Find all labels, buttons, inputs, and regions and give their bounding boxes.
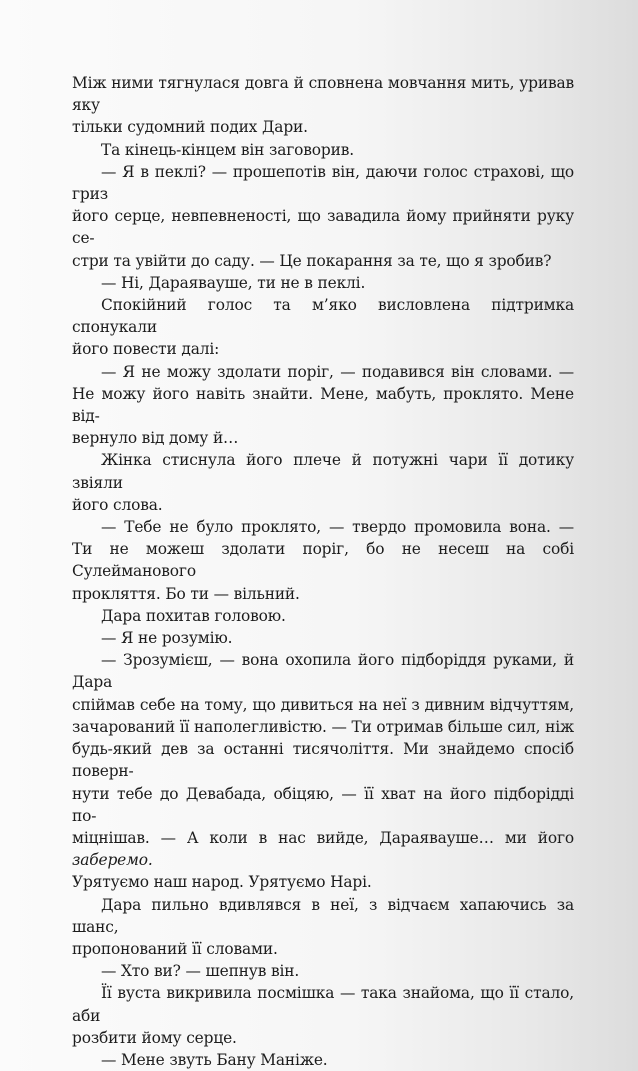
paragraph [72, 605, 574, 627]
text-line: зачарований її наполегливістю. — Ти отримав більше сил, ніж [72, 717, 575, 736]
text-line: пропонований її словами. [72, 939, 278, 958]
paragraph [72, 982, 574, 1049]
text-line: вернуло від дому й… [72, 429, 239, 448]
text-line-start: міцнішав. — А коли в нас вийде, Дараявауше… ми його [72, 828, 574, 847]
text-line: Між ними тягнулася довга й сповнена мовчання мить, уривав яку [72, 74, 574, 115]
text-line: — Зрозумієш, — вона охопила його підборіддя руками, й Дара [72, 651, 574, 692]
text-line: його повести далі: [72, 340, 220, 359]
text-line: — Хто ви? — шепнув він. [101, 962, 300, 981]
text-line: — Мене звуть Бану Маніже. [101, 1050, 328, 1069]
text-line: його серце, невпевненості, що завадила йому прийняти руку се- [72, 207, 574, 248]
text-line: тільки судомний подих Дари. [72, 118, 308, 137]
page-text [72, 72, 574, 1071]
text-line: Дара похитав головою. [101, 606, 286, 625]
text-line: Та кінець-кінцем він заговорив. [101, 140, 354, 159]
text-line: Ти не можеш здолати поріг, бо не несеш на собі Сулейманового [72, 540, 574, 581]
italic-word: заберемо. [72, 851, 153, 870]
text-line: його слова. [72, 495, 163, 514]
text-line: Спокійний голос та м’яко висловлена підтримка спонукали [72, 296, 574, 337]
text-line: Дара пильно вдивлявся в неї, з відчаєм хапаючись за шанс, [72, 895, 574, 936]
text-line: — Я не можу здолати поріг, — подавився він словами. — [101, 362, 574, 381]
paragraph [72, 361, 574, 450]
text-line: Не можу його навіть знайти. Мене, мабуть, проклято. Мене від- [72, 384, 574, 426]
text-line: — Ні, Дараявауше, ти не в пеклі. [101, 273, 366, 292]
text-line: будь-який дев за останні тисячоліття. Ми знайдемо спосіб поверн- [72, 740, 574, 781]
paragraph [72, 139, 574, 161]
text-line: — Я не розумію. [101, 629, 233, 648]
paragraph [72, 72, 574, 139]
text-line: Її вуста викривила посмішка — така знайома, що її стало, аби [72, 984, 574, 1025]
text-line: — Тебе не було проклято, — твердо промовила вона. — [101, 518, 574, 537]
text-line: Жінка стиснула його плече й потужні чари її дотику звіяли [72, 451, 574, 492]
text-line: нути тебе до Девабада, обіцяю, — її хват на його підборідді по- [72, 784, 574, 825]
paragraph [72, 627, 574, 649]
paragraph [72, 161, 574, 272]
paragraph [72, 294, 574, 361]
paragraph [72, 1049, 574, 1071]
text-line: стри та увійти до саду. — Це покарання за те, що я зробив? [72, 251, 552, 270]
paragraph [72, 516, 574, 605]
text-line: — Я в пеклі? — прошепотів він, даючи голос страхові, що гриз [72, 162, 574, 204]
text-line [72, 827, 574, 871]
text-line: спіймав себе на тому, що дивиться на неї з дивним відчуттям, [72, 695, 574, 714]
text-line: прокляття. Бо ти — вільний. [72, 584, 300, 603]
paragraph [72, 894, 574, 961]
paragraph [72, 272, 574, 294]
paragraph [72, 449, 574, 516]
paragraph [72, 960, 574, 982]
paragraph [72, 649, 574, 893]
text-line: Урятуємо наш народ. Урятуємо Нарі. [72, 873, 372, 892]
text-line: розбити йому серце. [72, 1028, 237, 1047]
